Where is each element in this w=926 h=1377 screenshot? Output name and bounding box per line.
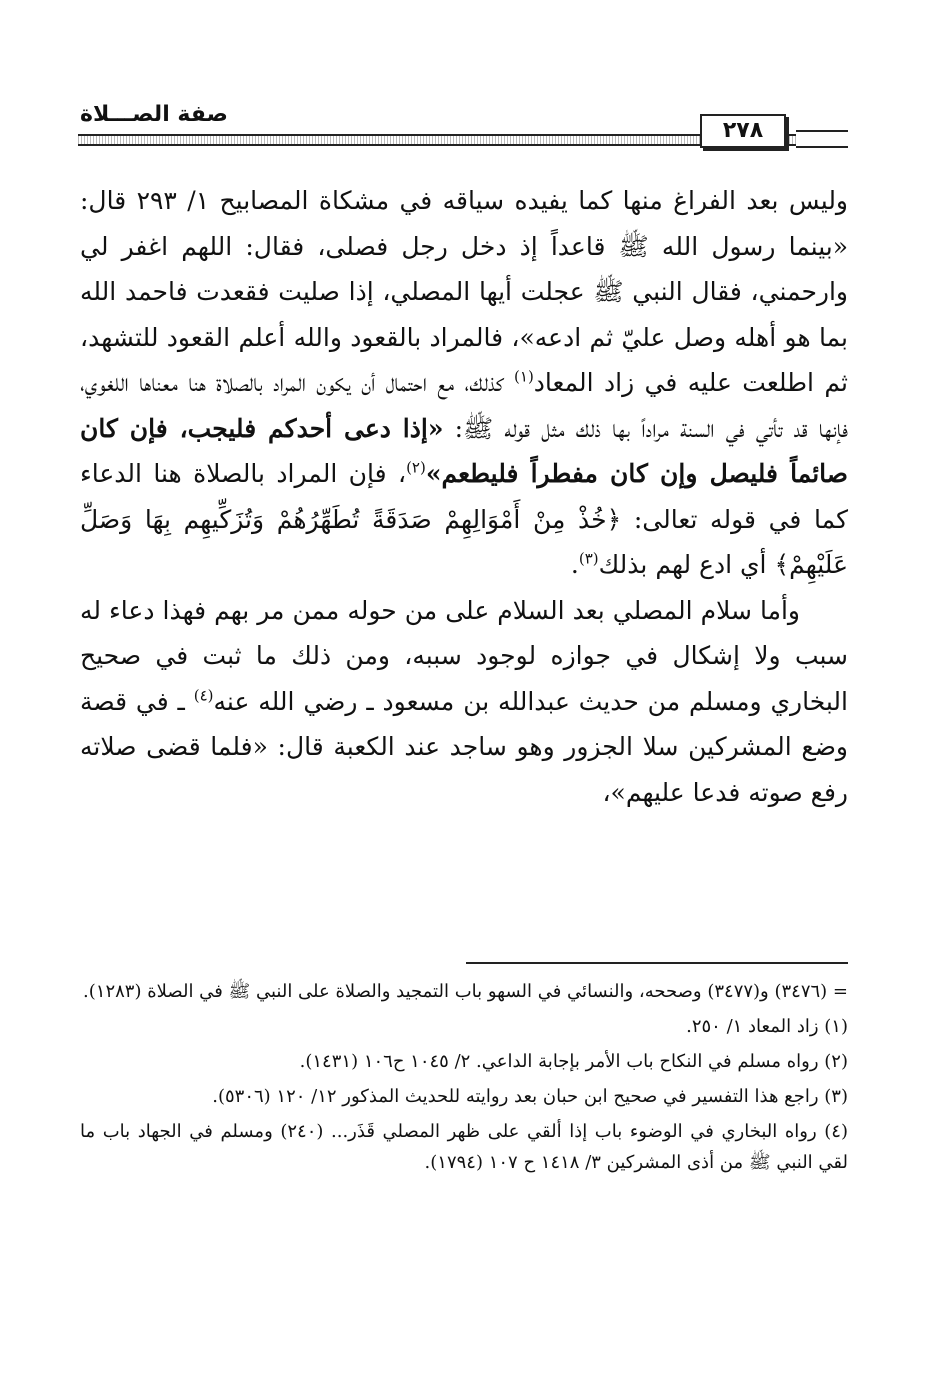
footnote-ref-2[interactable]: (٢): [406, 458, 426, 477]
footnote-separator: [466, 962, 848, 964]
paragraph-1-part-4: .: [570, 550, 579, 579]
footnote-2: (٢) رواه مسلم في النكاح باب الأمر بإجابة الداعي. ٢/ ١٠٤٥ ح١٠٦ (١٤٣١).: [299, 1051, 848, 1072]
running-title: صفة الصـــلاة: [80, 102, 228, 127]
footnote-continuation: = (٣٤٧٦) و(٣٤٧٧) وصححه، والنسائي في السهو باب التمجيد والصلاة على النبي ﷺ في الصلاة (١٢٨٣).: [83, 981, 848, 1002]
paragraph-1: [80, 178, 848, 588]
paragraph-2-part-2: ـ في قصة وضع المشركين سلا الجزور وهو ساجد عند الكعبة قال: «فلما قضى صلاته رفع صوته فدعا عليهم»،: [80, 686, 848, 807]
paragraph-2: [80, 588, 848, 816]
footnotes: [80, 976, 848, 1182]
footnote-ref-3[interactable]: (٣): [578, 549, 599, 568]
footnote-4: (٤) رواه البخاري في الوضوء باب إذا ألقي على ظهر المصلي قَذَر... (٢٤٠) ومسلم في الجهاد باب ما لقي النبي ﷺ من أذى المشركين ٣/ ١٤١٨ ح ١٠٧ (١٧٩٤).: [80, 1121, 848, 1173]
paragraph-1-part-3: ، فإن المراد بالصلاة هنا الدعاء كما في قوله تعالى: ﴿خُذْ مِنْ أَمْوَالِهِمْ صَدَقَةً تُطَهِّرُهُمْ وَتُزَكِّيهِم بِهَا وَصَلِّ عَلَيْهِمْ﴾ أي ادع لهم بذلك: [80, 459, 848, 579]
main-text: [80, 178, 848, 815]
header-end-ornament: [796, 130, 848, 148]
page-header: [78, 100, 848, 152]
page-number: ٢٧٨: [700, 114, 786, 148]
paragraph-1-part-1: وليس بعد الفراغ منها كما يفيده سياقه في مشكاة المصابيح ١/ ٢٩٣ قال: «بينما رسول الله ﷺ قاعداً إذ دخل رجل فصلى، فقال: اللهم اغفر لي وارحمني، فقال النبي ﷺ عجلت أيها المصلي، إذا صليت فقعدت فاحمد الله بما هو أهله وصل عليّ ثم ادعه»، فالمراد بالقعود والله أعلم القعود للتشهد، ثم اطلعت عليه في زاد المعاد: [80, 186, 849, 397]
footnote-3: (٣) راجع هذا التفسير في صحيح ابن حبان بعد روايته للحديث المذكور ١٢/ ١٢٠ (٥٣٠٦).: [212, 1086, 848, 1107]
footnote-ref-4[interactable]: (٤): [193, 686, 214, 705]
footnote-ref-1[interactable]: (١): [514, 367, 534, 386]
paragraph-2-part-1: وأما سلام المصلي بعد السلام على من حوله ممن مر بهم فهذا دعاء له سبب ولا إشكال في جوازه لوجود سببه، ومن ذلك ما ثبت في صحيح البخاري ومسلم من حديث عبدالله بن مسعود ـ رضي الله عنه: [80, 595, 848, 716]
footnote-1: (١) زاد المعاد ١/ ٢٥٠.: [686, 1016, 848, 1037]
paragraph-1-part-2: كذلك، مع احتمال أن يكون المراد بالصلاة هنا معناها اللغوي، فإنها قد تأتي في السنة مراداً بها ذلك مثل قوله ﷺ:: [80, 368, 849, 443]
hadith-quote: «إذا دعى أحدكم فليجب، فإن كان صائماً فليصل وإن كان مفطراً فليطعم»: [80, 413, 848, 488]
